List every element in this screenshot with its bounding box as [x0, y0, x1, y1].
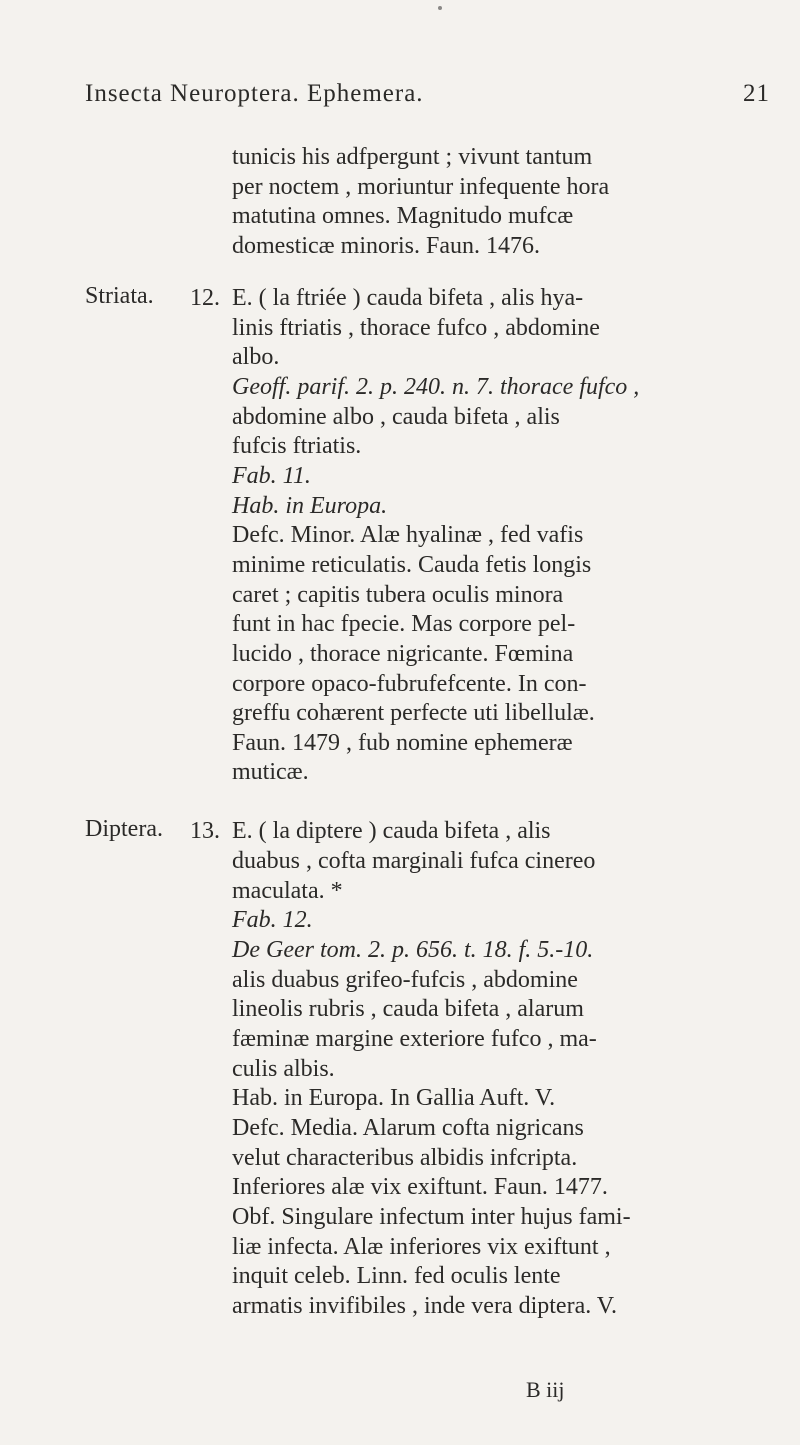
entry-line: Obf. Singulare infectum inter hujus fami- — [232, 1204, 631, 1230]
entry-line: inquit celeb. Linn. fed oculis lente — [232, 1263, 561, 1289]
entry-line: maculata. * — [232, 878, 343, 904]
section-label-diptera: Diptera. — [85, 816, 163, 842]
entry-line: Faun. 1479 , fub nomine ephemeræ — [232, 730, 573, 756]
entry-line: corpore opaco-fubrufefcente. In con- — [232, 671, 587, 697]
entry-line: liæ infecta. Alæ inferiores vix exiftunt , — [232, 1234, 611, 1260]
entry-line: fæminæ margine exteriore fufco , ma- — [232, 1026, 597, 1052]
entry-line: linis ftriatis , thorace fufco , abdomine — [232, 315, 600, 341]
entry-line: De Geer tom. 2. p. 656. t. 18. f. 5.-10. — [232, 937, 594, 963]
entry-line: Hab. in Europa. — [232, 493, 388, 519]
entry-line: E. ( la diptere ) cauda bifeta , alis — [232, 818, 551, 844]
entry-line: abdomine albo , cauda bifeta , alis — [232, 404, 560, 430]
entry-line: caret ; capitis tubera oculis minora — [232, 582, 564, 608]
entry-line: alis duabus grifeo-fufcis , abdomine — [232, 967, 578, 993]
intro-line: per noctem , moriuntur infequente hora — [232, 174, 610, 200]
entry-line: armatis invifibiles , inde vera diptera. V. — [232, 1293, 618, 1319]
intro-line: tunicis his adfpergunt ; vivunt tantum — [232, 144, 593, 170]
entry-line: minime reticulatis. Cauda fetis longis — [232, 552, 592, 578]
signature-mark: B iij — [526, 1377, 565, 1402]
intro-line: domesticæ minoris. Faun. 1476. — [232, 233, 540, 259]
printing-speck — [438, 6, 442, 10]
entry-line: albo. — [232, 344, 280, 370]
entry-line: funt in hac fpecie. Mas corpore pel- — [232, 611, 576, 637]
entry-number: 13. — [190, 818, 220, 844]
entry-line: duabus , cofta marginali fufca cinereo — [232, 848, 596, 874]
entry-line: Fab. 11. — [232, 463, 311, 489]
entry-line: culis albis. — [232, 1056, 335, 1082]
entry-number: 12. — [190, 285, 220, 311]
page-number: 21 — [743, 80, 770, 107]
entry-line: E. ( la ftriée ) cauda bifeta , alis hya- — [232, 285, 584, 311]
section-label-striata: Striata. — [85, 283, 154, 309]
entry-line: velut characteribus albidis infcripta. — [232, 1145, 578, 1171]
entry-line: muticæ. — [232, 759, 309, 785]
entry-line: fufcis ftriatis. — [232, 433, 362, 459]
entry-line: lineolis rubris , cauda bifeta , alarum — [232, 996, 584, 1022]
running-title: Insecta Neuroptera. Ephemera. — [85, 80, 424, 107]
intro-line: matutina omnes. Magnitudo mufcæ — [232, 203, 574, 229]
entry-line: Fab. 12. — [232, 907, 313, 933]
entry-line: Inferiores alæ vix exiftunt. Faun. 1477. — [232, 1174, 608, 1200]
entry-line: Defc. Minor. Alæ hyalinæ , fed vafis — [232, 522, 584, 548]
entry-line: greffu cohærent perfecte uti libellulæ. — [232, 700, 595, 726]
entry-line: Defc. Media. Alarum cofta nigricans — [232, 1115, 584, 1141]
entry-line: Hab. in Europa. In Gallia Auft. V. — [232, 1085, 556, 1111]
entry-line: Geoff. parif. 2. p. 240. n. 7. thorace fufco , — [232, 374, 640, 400]
page-header — [85, 72, 770, 112]
entry-line: lucido , thorace nigricante. Fœmina — [232, 641, 574, 667]
